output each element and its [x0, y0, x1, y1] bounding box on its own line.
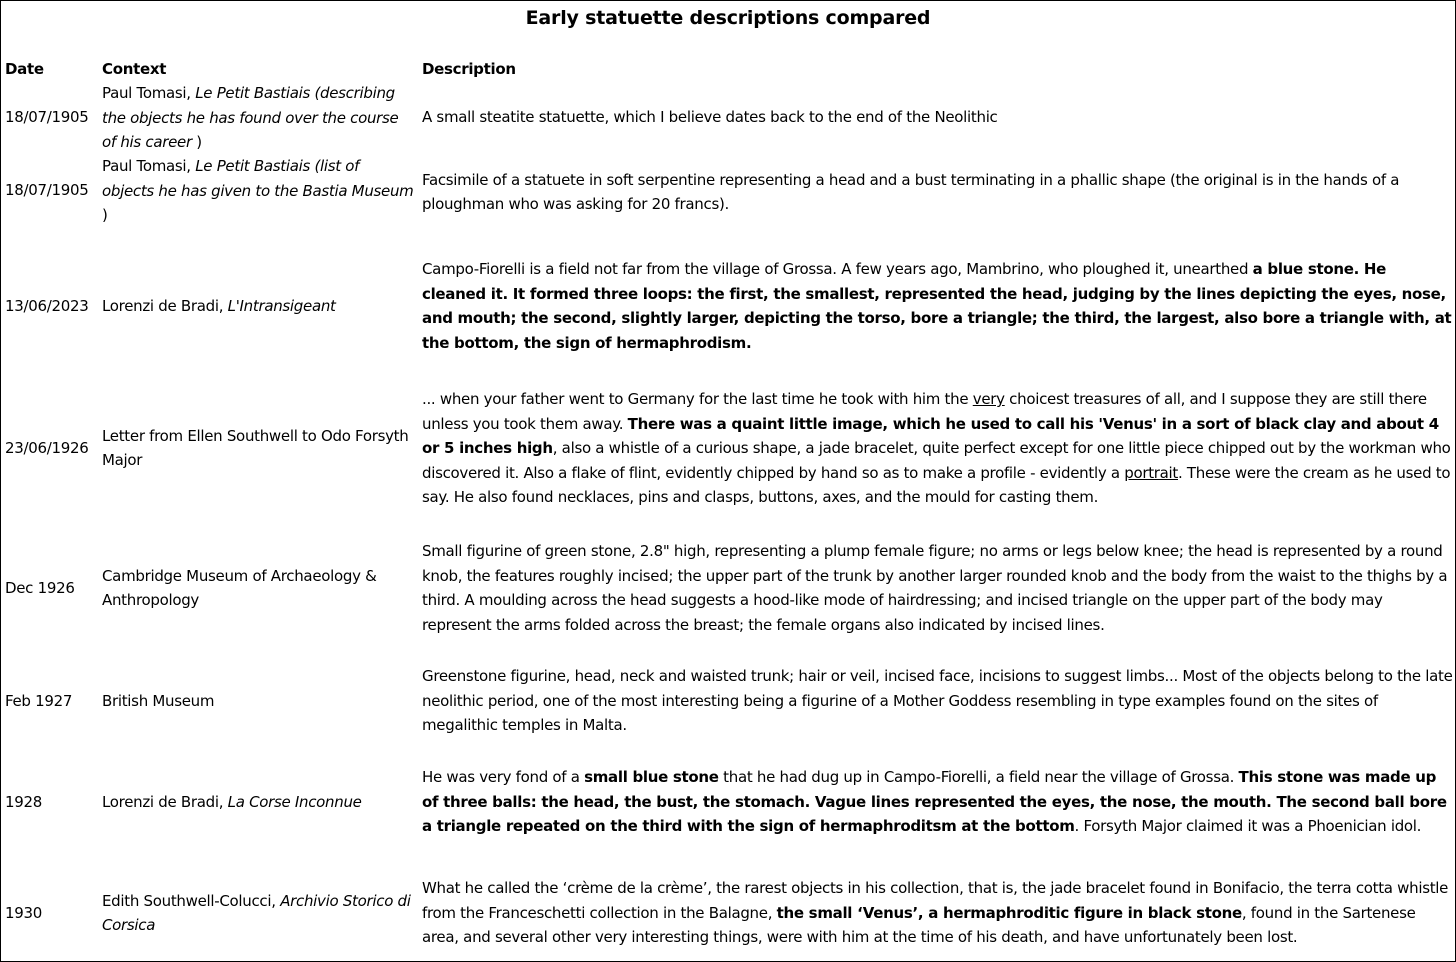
text-run: Facsimile of a statuete in soft serpentine representing a head and a bust terminating in a phallic shape (the original is in the hands of a ploughman who was asking for 20 francs). [422, 170, 1400, 213]
text-run: ) [191, 133, 202, 151]
row-4-date: 23/06/1926 [5, 438, 89, 457]
row-5-date: Dec 1926 [5, 578, 75, 597]
row-8-context [102, 876, 414, 950]
text-run: British Museum [102, 691, 215, 710]
text-run: (describing the objects he has found over the course of his career [102, 84, 399, 151]
row-4-context [102, 387, 414, 509]
text-run: ... when your father went to Germany for the last time he took with him the [422, 390, 973, 408]
text-run: a blue stone. He cleaned it. It formed three loops: the first, the smallest, represented the head, judging by the lines depicting the eyes, nose, and mouth; the second, slightly larger, depicting the torso, bore a triangle; the third, the largest, also bore a triangle with, at the bottom, the sign of hermaphrodism. [422, 260, 1452, 352]
header-date: Date [5, 60, 44, 78]
row-5-context-text [102, 564, 414, 613]
row-6-context-text [102, 689, 214, 714]
text-run: choicest treasures of all, and I suppose they are still there unless you took them away. [422, 390, 1427, 433]
text-run: . Forsyth Major claimed it was a Phoenician idol. [1074, 817, 1422, 835]
row-1-description [422, 81, 1453, 154]
row-2-description-text [422, 168, 1453, 217]
row-7-date: 1928 [5, 792, 42, 811]
text-run: Lorenzi de Bradi, [102, 296, 228, 315]
text-run: He was very fond of a [422, 768, 585, 786]
row-2-date: 18/07/1905 [5, 181, 89, 200]
page-title: Early statuette descriptions compared [525, 7, 931, 29]
text-run: Paul Tomasi, [102, 157, 196, 175]
row-5-context [102, 539, 414, 637]
row-8-date: 1930 [5, 903, 42, 922]
row-2-context [102, 154, 414, 227]
text-run: Campo-Fiorelli is a field not far from the village of Grossa. A few years ago, Mambrino, who ploughed it, unearthed [422, 260, 1253, 278]
row-6-context [102, 664, 414, 738]
row-8-context-text [102, 889, 414, 938]
text-run: small blue stone [584, 768, 719, 786]
text-run: that he had dug up in Campo-Fiorelli, a field near the village of Grossa. [718, 768, 1239, 786]
text-run: ) [102, 206, 108, 224]
text-run: . These were the cream as he used to say. He also found necklaces, pins and clasps, buttons, axes, and the mould for casting them. [422, 463, 1451, 506]
row-3-date: 13/06/2023 [5, 296, 89, 315]
text-run: This stone was made up of three balls: the head, the bust, the stomach. Vague lines represented the eyes, the nose, the mouth. The second ball bore a triangle repeated on the third with the sign of hermaphroditsm at the bottom [422, 768, 1447, 835]
text-run: A small steatite statuette, which I believe dates back to the end of the Neolithic [422, 108, 998, 127]
row-2-description [422, 154, 1453, 230]
text-run: La Corse Inconnue [227, 792, 362, 811]
text-run: Letter from Ellen Southwell to Odo Forsyth Major [102, 426, 409, 469]
row-1-date: 18/07/1905 [5, 108, 89, 127]
row-4-description [422, 387, 1453, 509]
row-3-context-text [102, 294, 336, 319]
row-1-context [102, 81, 414, 154]
text-run: L'Intransigeant [227, 296, 336, 315]
text-run: Lorenzi de Bradi, [102, 792, 228, 811]
row-7-context [102, 765, 414, 839]
text-run: the small ‘Venus’, a hermaphroditic figure in black stone [776, 903, 1242, 922]
row-6-description [422, 664, 1453, 738]
header-context: Context [102, 60, 167, 78]
row-3-context [102, 257, 414, 355]
text-run: Paul Tomasi, [102, 84, 196, 102]
text-run: Archivio Storico di Corsica [102, 891, 411, 934]
text-run: Le Petit Bastiais [195, 157, 310, 175]
row-3-description [422, 257, 1453, 355]
row-7-context-text [102, 790, 362, 815]
text-run: Small figurine of green stone, 2.8" high, representing a plump female figure; no arms or legs below knee; the head is represented by a round knob, the features roughly incised; the upper part of the trunk by another larger rounded knob and the body from the waist to the thighs by a third. A moulding across the head suggests a hood-like mode of hairdressing; and incised triangle on the upper part of the body may represent the arms folded across the breast; the female organs also indicated by incised lines. [422, 542, 1448, 634]
row-4-context-text [102, 424, 414, 473]
text-run: Greenstone figurine, head, neck and waisted trunk; hair or veil, incised face, incisions to suggest limbs... Most of the objects belong to the late neolithic period, one of the most interesting being a figurine of a Mother Goddess resembling in type examples found on the sites of megalithic temples in Malta. [422, 667, 1453, 734]
row-5-description [422, 539, 1453, 637]
text-run: portrait [1124, 463, 1178, 482]
text-run: Edith Southwell-Colucci, [102, 891, 281, 910]
text-run: (list of objects he has given to the Bastia Museum [102, 157, 414, 200]
row-1-description-text [422, 105, 998, 130]
text-run: What he called the ‘crème de la crème’, the rarest objects in his collection, that is, the jade bracelet found in Bonifacio, the terra cotta whistle from the Franceschetti collection in the Balagne, [422, 879, 1449, 922]
text-run: There was a quaint little image, which he used to call his 'Venus' in a sort of black clay and about 4 or 5 inches high [422, 414, 1439, 457]
text-run: , also a whistle of a curious shape, a jade bracelet, quite perfect except for one little piece chipped out by the workman who discovered it. Also a flake of flint, evidently chipped by hand so as to make a profile - evidently a [422, 439, 1451, 482]
text-run: Le Petit Bastiais [195, 84, 310, 102]
text-run: , found in the Sartenese area, and several other very interesting things, were with him at the time of his death, and have unfortunately been lost. [422, 903, 1416, 946]
text-run: very [972, 390, 1005, 408]
text-run: Cambridge Museum of Archaeology & Anthropology [102, 566, 377, 609]
row-8-description [422, 876, 1453, 950]
row-6-date: Feb 1927 [5, 691, 73, 710]
row-7-description [422, 765, 1453, 839]
header-description: Description [422, 60, 516, 78]
